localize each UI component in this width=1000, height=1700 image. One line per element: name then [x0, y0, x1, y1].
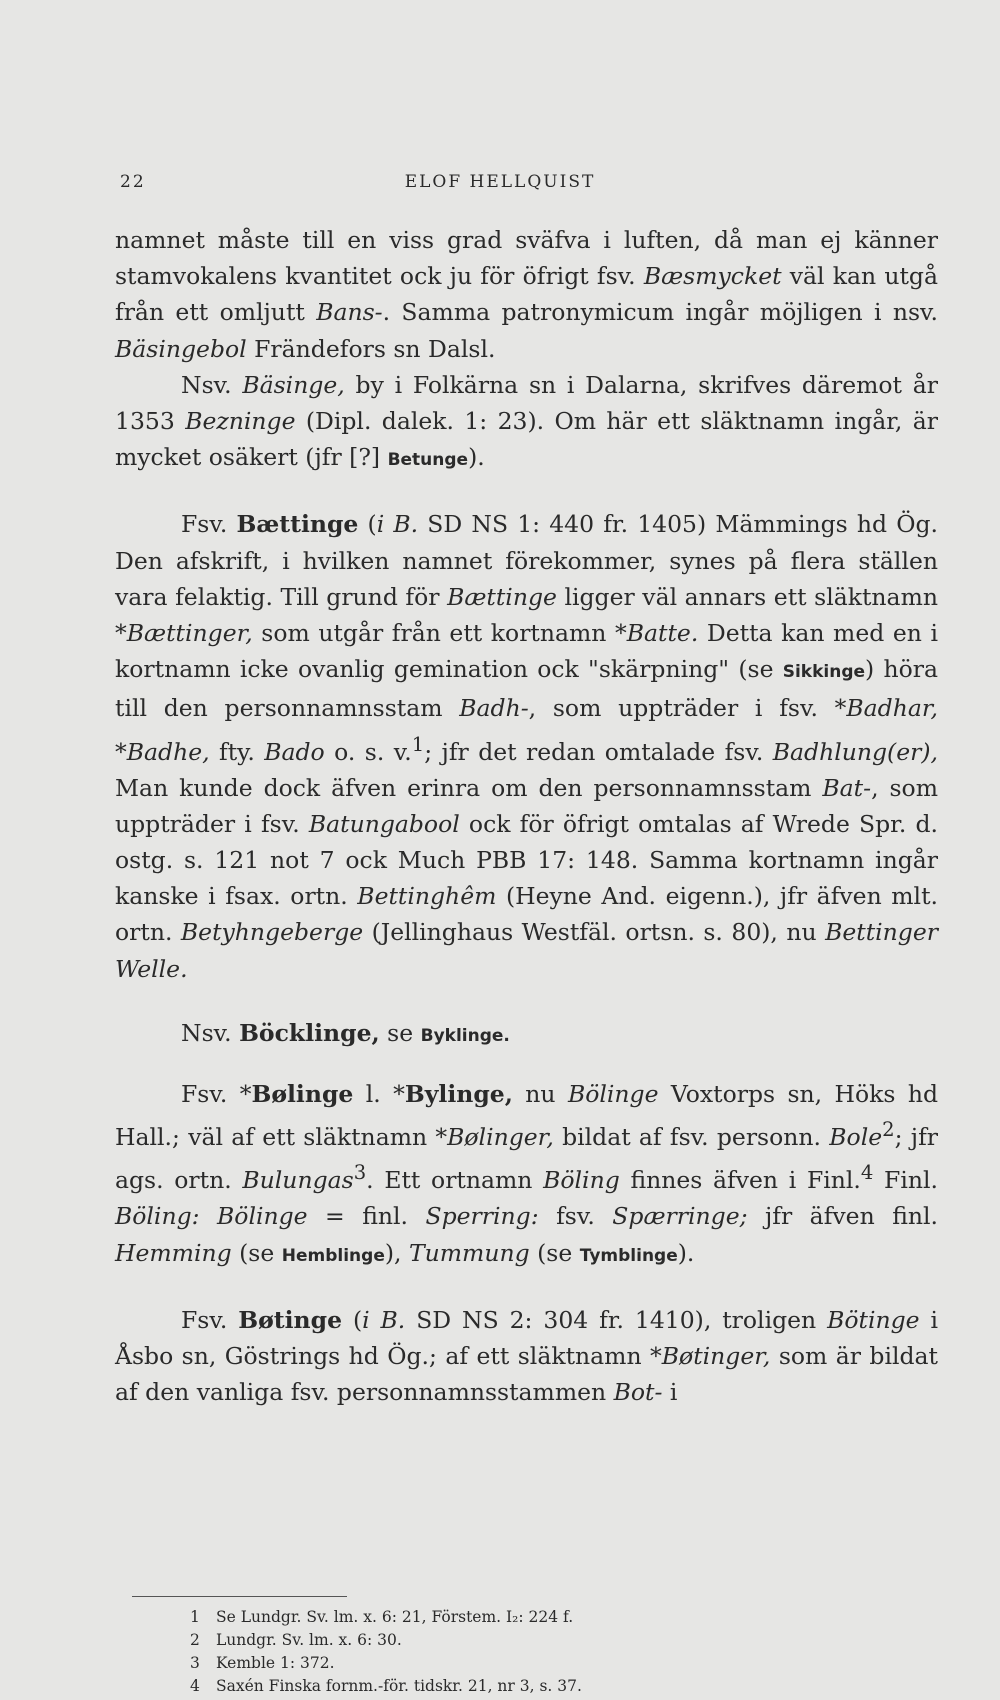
- footnote: 2 Lundgr. Sv. lm. x. 6: 30.: [190, 1631, 402, 1649]
- footnote-divider: [132, 1596, 347, 1597]
- headword: Bøtinge: [238, 1305, 343, 1334]
- headword: Bættinge: [236, 510, 359, 539]
- main-text: [115, 222, 938, 1410]
- footnote-ref: 3: [353, 1161, 367, 1185]
- entry-baettinge: Fsv. Bættinge (i B. SD NS 1: 440 fr. 1405) Mämmings hd Ög. Den afskrift, i hvilken namnet förekommer, synes på flera ställen vara felaktig. Till grund för Bættinge ligger väl annars ett släktnamn *Bættinger, som utgår från ett kortnamn *Batte. Detta kan med en i kortnamn icke ovanlig gemination ock "skärpning" (se Sikkinge) höra till den personnamnsstam Badh-, som uppträder i fsv. *Badhar, *Badhe, fty. Bado o. s. v.$^1$; jfr det redan omtalade fsv. Badhlung(er), Man kunde dock äfven erinra om den personnamnsstam Bat-, som uppträder i fsv. Batungabool ock för öfrigt omtalas af Wrede Spr. d. ostg. s. 121 not 7 ock Much PBB 17: 148. Samma kortnamn ingår kanske i fsax. ortn. Bettinghêm (Heyne And. eigenn.), jfr äfven mlt. ortn. Betyhngeberge (Jellinghaus Westfäl. ortsn. s. 80), nu Bettinger Welle.: [115, 510, 938, 983]
- footnote-ref: 2: [882, 1118, 895, 1142]
- entry-bolinge: Fsv. *Bølinge l. *Bylinge, nu Bölinge Voxtorps sn, Höks hd Hall.; väl af ett släktnamn *Bølinger, bildat af fsv. personn. Bole$^2$; jfr ags. ortn. Bulungas$^3$. Ett ortnamn Böling finnes äfven i Finl.$^4$ Finl. Böling: Bölinge = finl. Sperring: fsv. Spærringe; jfr äfven finl. Hemming (se Hemblinge), Tummung (se Tymblinge).: [115, 1080, 939, 1267]
- entry-bocklinge: Nsv. Böcklinge, se Byklinge.: [181, 1018, 510, 1047]
- entry-botinge: Fsv. Bøtinge (i B. SD NS 2: 304 fr. 1410), troligen Bötinge i Åsbo sn, Göstrings hd Ög.; af ett släktnamn *Bøtinger, som är bildat af den vanliga fsv. personnamnsstammen Bot- i: [115, 1305, 938, 1407]
- headword: Böcklinge,: [239, 1018, 380, 1047]
- cross-reference: Tymblinge: [579, 1245, 678, 1266]
- paragraph-2: Nsv. Bäsinge, by i Folkärna sn i Dalarna, skrifves däremot år 1353 Bezninge (Dipl. dalek. 1: 23). Om här ett släktnamn ingår, är mycket osäkert (jfr [?] Betunge).: [115, 370, 938, 472]
- footnote-ref: 4: [860, 1161, 874, 1185]
- running-head: [0, 172, 1000, 202]
- footnote: 4 Saxén Finska fornm.-för. tidskr. 21, nr 3, s. 37.: [190, 1677, 582, 1695]
- footnotes: [190, 1606, 890, 1698]
- cross-reference: Betunge: [387, 450, 469, 471]
- cross-reference: Hemblinge: [281, 1245, 385, 1266]
- headword: Bylinge,: [404, 1080, 513, 1109]
- footnote: 1 Se Lundgr. Sv. lm. x. 6: 21, Förstem. I₂: 224 f.: [190, 1608, 574, 1626]
- footnote: 3 Kemble 1: 372.: [190, 1654, 335, 1672]
- headword: Bølinge: [251, 1080, 354, 1109]
- cross-reference: Sikkinge: [782, 662, 866, 683]
- cross-reference: Byklinge.: [420, 1025, 510, 1046]
- paragraph-1: namnet måste till en viss grad sväfva i luften, då man ej känner stamvokalens kvantitet ock ju för öfrigt fsv. Bæsmycket väl kan utgå från ett omljutt Bans-. Samma patronymicum ingår möjligen i nsv. Bäsingebol Frändefors sn Dalsl.: [115, 226, 938, 363]
- footnote-ref: 1: [411, 732, 425, 756]
- page-number: 22: [120, 172, 146, 192]
- author-header: ELOF HELLQUIST: [404, 172, 596, 192]
